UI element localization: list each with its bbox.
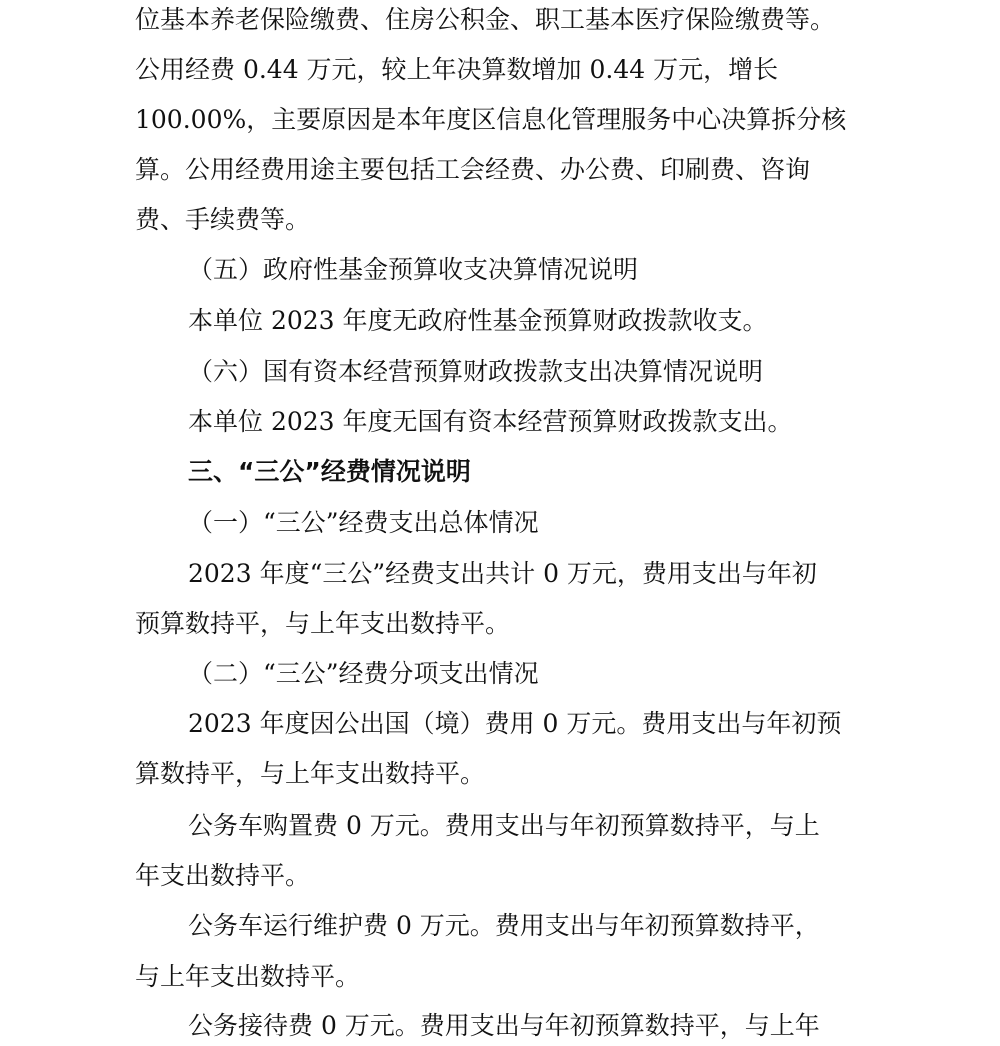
text-line: 费、手续费等。 <box>135 205 311 234</box>
text-line: 本单位 2023 年度无政府性基金预算财政拨款收支。 <box>188 306 768 335</box>
text-line: 本单位 2023 年度无国有资本经营预算财政拨款支出。 <box>188 407 793 436</box>
text-line: 公务接待费 0 万元。费用支出与年初预算数持平，与上年 <box>188 1011 820 1040</box>
text-line: 公务车运行维护费 0 万元。费用支出与年初预算数持平， <box>188 911 820 940</box>
text-line: 2023 年度因公出国（境）费用 0 万元。费用支出与年初预 <box>188 709 842 738</box>
chapter-heading: 三、“三公”经费情况说明 <box>188 457 471 486</box>
section-heading: （六）国有资本经营预算财政拨款支出决算情况说明 <box>188 357 764 386</box>
text-line: 位基本养老保险缴费、住房公积金、职工基本医疗保险缴费等。 <box>135 5 836 34</box>
text-line: 公用经费 0.44 万元，较上年决算数增加 0.44 万元，增长 <box>135 55 779 84</box>
text-line: 100.00%，主要原因是本年度区信息化管理服务中心决算拆分核 <box>135 105 847 134</box>
section-heading: （一）“三公”经费支出总体情况 <box>188 508 539 537</box>
text-line: 算。公用经费用途主要包括工会经费、办公费、印刷费、咨询 <box>135 155 811 184</box>
section-heading: （五）政府性基金预算收支决算情况说明 <box>188 255 639 284</box>
text-line: 算数持平，与上年支出数持平。 <box>135 759 486 788</box>
text-line: 年支出数持平。 <box>135 861 311 890</box>
text-line: 公务车购置费 0 万元。费用支出与年初预算数持平，与上 <box>188 811 820 840</box>
text-line: 与上年支出数持平。 <box>135 962 361 991</box>
text-line: 预算数持平，与上年支出数持平。 <box>135 609 511 638</box>
section-heading: （二）“三公”经费分项支出情况 <box>188 659 539 688</box>
text-line: 2023 年度“三公”经费支出共计 0 万元，费用支出与年初 <box>188 559 817 588</box>
